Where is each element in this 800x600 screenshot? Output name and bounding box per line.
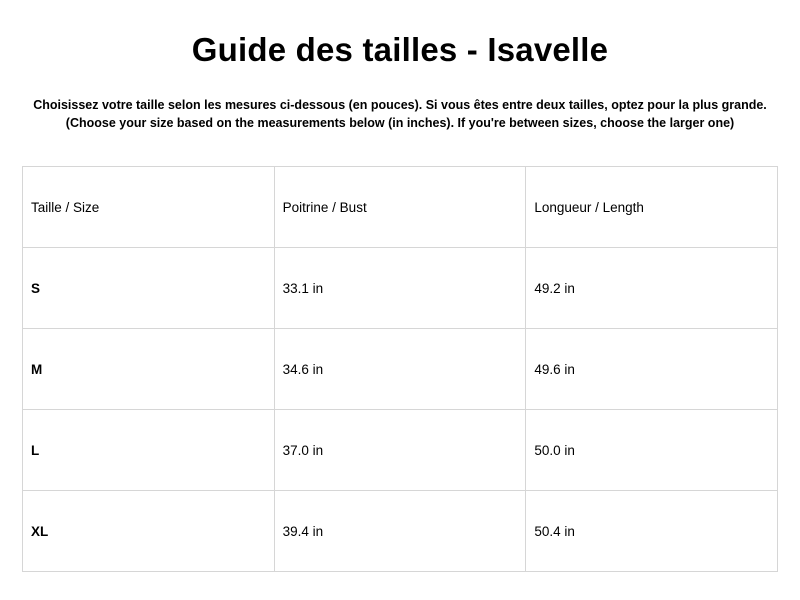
bust-cell: 37.0 in xyxy=(274,410,526,491)
table-row xyxy=(23,410,778,491)
instructions-french: Choisissez votre taille selon les mesures ci-dessous (en pouces). Si vous êtes entre deux tailles, optez pour la plus grande. xyxy=(33,98,767,112)
size-cell: L xyxy=(23,410,275,491)
table-row xyxy=(23,329,778,410)
table-header-row xyxy=(23,167,778,248)
length-cell: 50.4 in xyxy=(526,491,778,572)
size-cell: S xyxy=(23,248,275,329)
bust-cell: 34.6 in xyxy=(274,329,526,410)
size-cell: M xyxy=(23,329,275,410)
size-table xyxy=(22,166,778,572)
length-cell: 49.6 in xyxy=(526,329,778,410)
bust-cell: 33.1 in xyxy=(274,248,526,329)
length-cell: 50.0 in xyxy=(526,410,778,491)
instructions-english: (Choose your size based on the measurements below (in inches). If you're between sizes, choose the larger one) xyxy=(65,116,735,130)
bust-cell: 39.4 in xyxy=(274,491,526,572)
page-title: Guide des tailles - Isavelle xyxy=(191,31,609,68)
table-row xyxy=(23,248,778,329)
instructions xyxy=(0,96,800,132)
header-size: Taille / Size xyxy=(23,167,275,248)
header-length: Longueur / Length xyxy=(526,167,778,248)
table-row xyxy=(23,491,778,572)
size-cell: XL xyxy=(23,491,275,572)
header-bust: Poitrine / Bust xyxy=(274,167,526,248)
length-cell: 49.2 in xyxy=(526,248,778,329)
